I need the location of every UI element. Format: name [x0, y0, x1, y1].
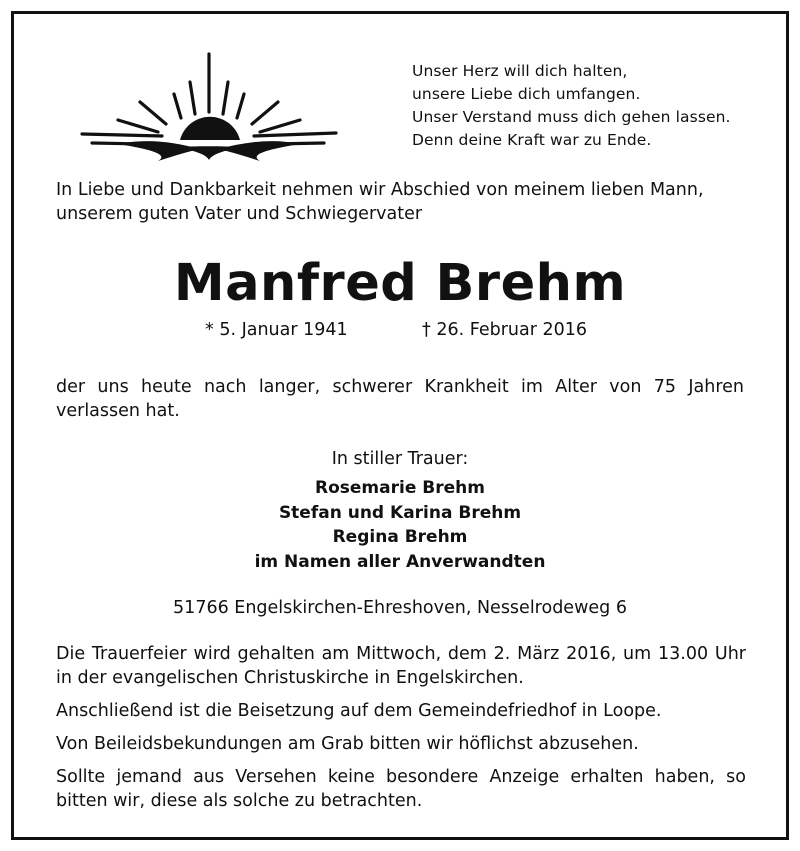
details-paragraph: Anschließend ist die Beisetzung auf dem Gemeindefriedhof in Loope. — [56, 701, 662, 721]
intro-line: In Liebe und Dankbarkeit nehmen wir Abschied von meinem lieben Mann, — [56, 180, 704, 200]
poem-line: unsere Liebe dich umfangen. — [412, 85, 641, 103]
details-paragraph: Die Trauerfeier wird gehalten am Mittwoch, dem 2. März 2016, um 13.00 Uhr in der evangelischen Christuskirche in Engelskirchen. — [56, 644, 746, 688]
mourner-name: Stefan und Karina Brehm — [278, 502, 522, 523]
mourner-name: Regina Brehm — [332, 527, 468, 547]
notice-text: der uns heute nach langer, schwerer Krankheit im Alter von 75 Jahren verlassen hat. — [56, 377, 744, 421]
birth-date: * 5. Januar 1941 — [205, 320, 348, 340]
deceased-name: Manfred Brehm — [173, 254, 627, 313]
poem — [412, 60, 731, 152]
details-paragraph: Sollte jemand aus Versehen keine besondere Anzeige erhalten haben, so bitten wir, diese als solche zu betrachten. — [56, 767, 746, 811]
poem-line: Denn deine Kraft war zu Ende. — [412, 131, 652, 149]
poem-line: Unser Verstand muss dich gehen lassen. — [412, 108, 731, 126]
death-date: † 26. Februar 2016 — [422, 320, 587, 340]
mourners-list — [0, 476, 800, 574]
details-paragraph: Von Beileidsbekundungen am Grab bitten wir höflichst abzusehen. — [56, 734, 639, 754]
mourner-name: im Namen aller Anverwandten — [254, 551, 546, 572]
intro-line: unserem guten Vater und Schwiegervater — [56, 204, 423, 224]
sunrise-icon — [78, 50, 340, 162]
family-address: 51766 Engelskirchen-Ehreshoven, Nesselrodeweg 6 — [173, 598, 627, 618]
intro-text — [56, 178, 746, 226]
mourner-name: Rosemarie Brehm — [315, 478, 485, 498]
ceremony-details — [56, 642, 746, 822]
poem-line: Unser Herz will dich halten, — [412, 62, 628, 80]
mourning-heading: In stiller Trauer: — [331, 449, 469, 469]
